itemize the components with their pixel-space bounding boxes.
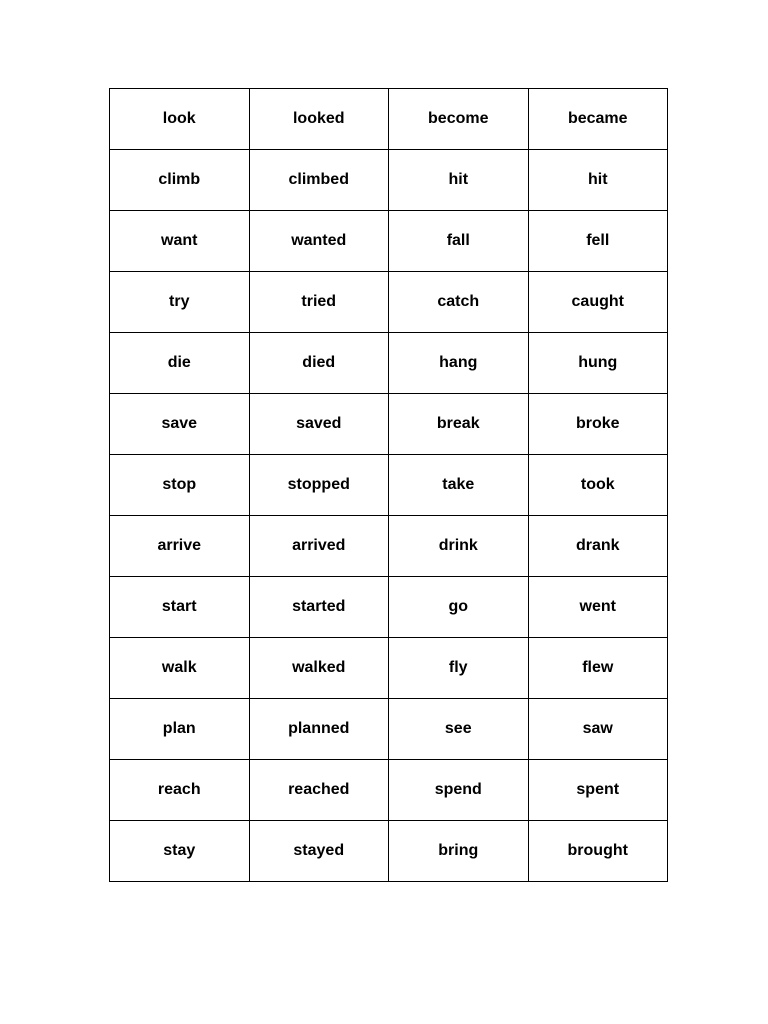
table-cell: died [249,333,389,394]
table-cell: see [389,699,529,760]
table-cell: flew [528,638,668,699]
table-row [110,821,668,882]
table-cell: break [389,394,529,455]
table-cell: broke [528,394,668,455]
table-cell: take [389,455,529,516]
table-row [110,455,668,516]
table-row [110,333,668,394]
table-cell: planned [249,699,389,760]
table-cell: plan [110,699,250,760]
table-cell: saved [249,394,389,455]
table-cell: took [528,455,668,516]
table-cell: try [110,272,250,333]
table-cell: spend [389,760,529,821]
table-cell: bring [389,821,529,882]
table-cell: looked [249,89,389,150]
table-cell: drank [528,516,668,577]
table-cell: hung [528,333,668,394]
table-cell: stopped [249,455,389,516]
table-cell: walk [110,638,250,699]
table-cell: stop [110,455,250,516]
table-row [110,211,668,272]
verb-table [109,88,668,882]
table-cell: reach [110,760,250,821]
table-cell: fell [528,211,668,272]
table-cell: tried [249,272,389,333]
table-row [110,577,668,638]
table-cell: stay [110,821,250,882]
table-cell: drink [389,516,529,577]
table-cell: fly [389,638,529,699]
table-cell: fall [389,211,529,272]
table-cell: want [110,211,250,272]
table-cell: saw [528,699,668,760]
table-cell: catch [389,272,529,333]
table-cell: save [110,394,250,455]
table-cell: stayed [249,821,389,882]
table-cell: become [389,89,529,150]
table-row [110,89,668,150]
table-cell: hit [528,150,668,211]
verb-table-body [110,89,668,882]
table-cell: became [528,89,668,150]
table-cell: start [110,577,250,638]
table-cell: wanted [249,211,389,272]
table-cell: climb [110,150,250,211]
table-cell: arrived [249,516,389,577]
table-row [110,150,668,211]
table-row [110,272,668,333]
table-row [110,516,668,577]
table-row [110,638,668,699]
table-cell: brought [528,821,668,882]
table-row [110,760,668,821]
table-cell: caught [528,272,668,333]
table-cell: look [110,89,250,150]
table-cell: go [389,577,529,638]
table-cell: reached [249,760,389,821]
table-cell: spent [528,760,668,821]
table-cell: hang [389,333,529,394]
table-row [110,699,668,760]
table-cell: arrive [110,516,250,577]
table-cell: hit [389,150,529,211]
table-cell: went [528,577,668,638]
table-cell: climbed [249,150,389,211]
table-cell: started [249,577,389,638]
table-row [110,394,668,455]
table-cell: die [110,333,250,394]
table-cell: walked [249,638,389,699]
